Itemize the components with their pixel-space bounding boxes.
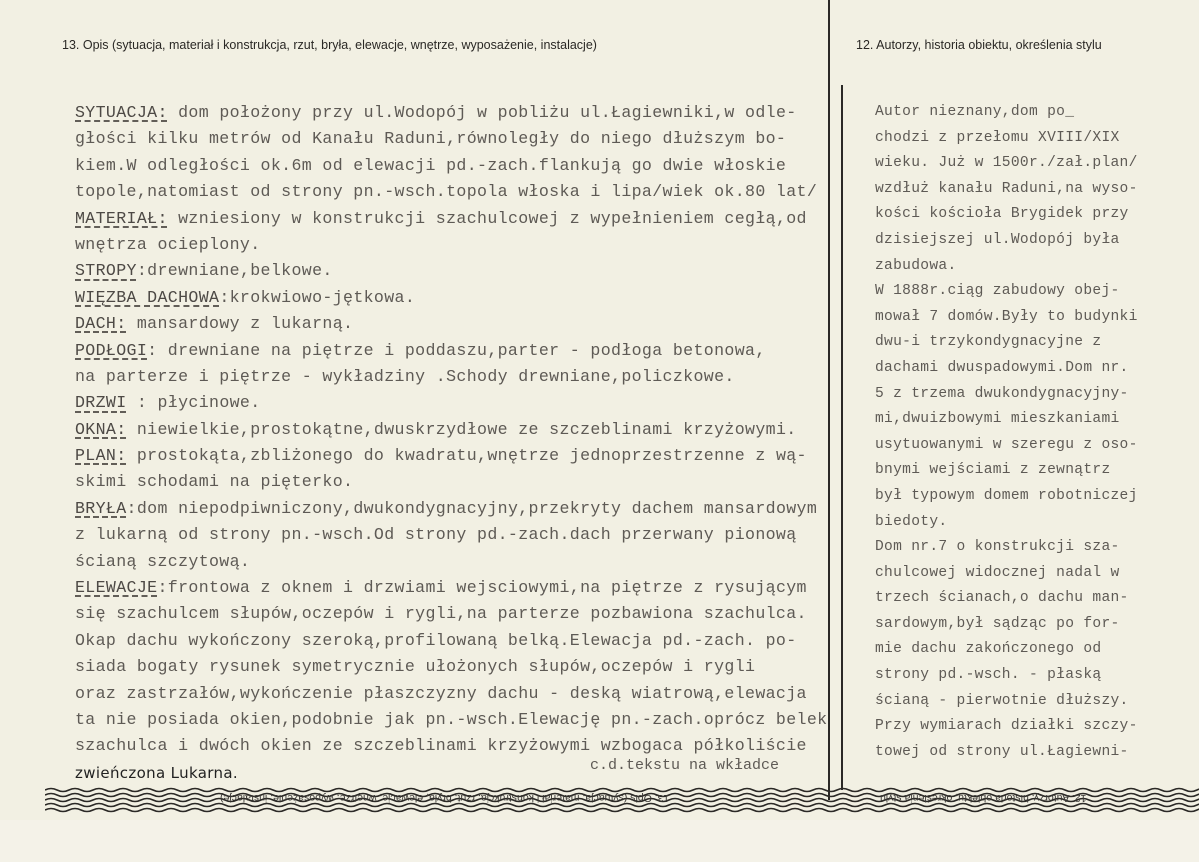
text-line: mi,dwuizbowymi mieszkaniami (875, 411, 1120, 428)
text-line (75, 707, 835, 733)
text-line: dachami dwuspadowymi.Dom nr. (875, 359, 1129, 376)
continuation-note: c.d.tekstu na wkładce (590, 757, 780, 774)
text-line (75, 549, 835, 575)
line-text: oraz zastrzałów,wykończenie płaszczyzny dachu - deską wiatrową,elewacja (75, 683, 807, 703)
text-line (75, 258, 835, 284)
line-text: prostokąta,zbliżonego do kwadratu,wnętrze jednoprzestrzenne z wą- (126, 446, 807, 466)
section-label: PLAN: (75, 446, 127, 466)
text-line (75, 417, 835, 443)
text-line (75, 126, 835, 152)
mirrored-header-left: 13. Opis (sytuacja, materiał i konstrukcja, rzut, bryła, elewacje, wnętrze, wyposażenie, instalacje) (220, 792, 670, 804)
text-line: dzisiejszej ul.Wodopój była (875, 231, 1120, 248)
text-line: 5 z trzema dwukondygnacyjny- (875, 385, 1129, 402)
section-label: MATERIAŁ: (75, 208, 168, 228)
text-line: chodzi z przełomu XVIII/XIX (875, 129, 1120, 146)
text-line (75, 100, 835, 126)
line-text: ta nie posiada okien,podobnie jak pn.-wsch.Elewację pn.-zach.oprócz belek (75, 709, 828, 729)
page-margin (0, 820, 1199, 862)
mirrored-header-right: 12. Autorzy, historia obiektu, określenia stylu (880, 792, 1087, 804)
text-line: był typowym domem robotniczej (875, 487, 1138, 504)
line-text: skimi schodami na pięterko. (75, 472, 354, 492)
text-line: strony pd.-wsch. - płaską (875, 667, 1102, 684)
text-line (75, 496, 835, 522)
text-line: dwu-i trzykondygnacyjne z (875, 334, 1102, 351)
line-text: wnętrza ocieplony. (75, 234, 261, 254)
text-line: chulcowej widocznej nadal w (875, 564, 1120, 581)
text-line: W 1888r.ciąg zabudowy obej- (875, 283, 1120, 300)
section-label: STROPY (75, 261, 137, 281)
section-label: OKNA: (75, 419, 127, 439)
text-line (75, 364, 835, 390)
line-text: topole,natomiast od strony pn.-wsch.topola włoska i lipa/wiek ok.80 lat/ (75, 182, 818, 202)
line-text: głości kilku metrów od Kanału Raduni,równoległy do niego dłuższym bo- (75, 129, 787, 149)
text-line: biedoty. (875, 513, 948, 530)
text-line (75, 206, 835, 232)
text-line: usytuowanymi w szeregu z oso- (875, 436, 1138, 453)
line-text: ścianą szczytową. (75, 551, 251, 571)
line-text: się szachulcem słupów,oczepów i rygli,na parterze pozbawiona szachulca. (75, 604, 807, 624)
text-line: Dom nr.7 o konstrukcji sza- (875, 539, 1120, 556)
text-line (75, 179, 835, 205)
line-text: :krokwiowo-jętkowa. (219, 287, 416, 307)
line-text: mansardowy z lukarną. (126, 314, 354, 334)
section-label: ELEWACJE (75, 578, 158, 598)
text-line (75, 390, 835, 416)
section-label: WIĘZBA DACHOWA (75, 287, 220, 307)
text-line: kości kościoła Brygidek przy (875, 206, 1129, 223)
section-label: BRYŁA (75, 498, 127, 518)
text-line (75, 469, 835, 495)
wave-line (45, 809, 1199, 812)
text-line (75, 338, 835, 364)
line-text: dom położony przy ul.Wodopój w pobliżu ul.Łagiewniki,w odle- (167, 103, 797, 122)
text-line: mie dachu zakończonego od (875, 641, 1102, 658)
line-text: :frontowa z oknem i drzwiami wejsciowymi,na piętrze z rysującym (157, 578, 807, 598)
history-text (875, 100, 1195, 765)
section-label: SYTUACJA: (75, 103, 168, 122)
line-text: Okap dachu wykończony szeroką,profilowaną belką.Elewacja pd.-zach. po- (75, 630, 797, 650)
text-line: mował 7 domów.Były to budynki (875, 308, 1138, 325)
line-text: z lukarną od strony pn.-wsch.Od strony pd.-zach.dach przerwany pionową (75, 525, 797, 545)
text-line (75, 522, 835, 548)
line-text: :drewniane,belkowe. (136, 261, 333, 281)
column-divider-inner (841, 85, 843, 790)
section-13-header: 13. Opis (sytuacja, materiał i konstrukcja, rzut, bryła, elewacje, wnętrze, wyposażenie, instalacje) (62, 38, 597, 52)
text-line (75, 654, 835, 680)
text-line (75, 733, 835, 759)
text-line: trzech ścianach,o dachu man- (875, 590, 1129, 607)
text-line: sardowym,był sądząc po for- (875, 615, 1120, 632)
section-label: PODŁOGI (75, 340, 148, 360)
section-12-header: 12. Autorzy, historia obiektu, określenia stylu (856, 38, 1102, 52)
text-line: wzdłuż kanału Raduni,na wyso- (875, 180, 1138, 197)
section-label: DACH: (75, 314, 127, 334)
text-line (75, 575, 835, 601)
text-line: zabudowa. (875, 257, 957, 274)
text-line: Autor nieznany,dom po_ (875, 104, 1075, 120)
line-text: kiem.W odległości ok.6m od elewacji pd.-zach.flankują go dwie włoskie (75, 155, 787, 175)
line-text: : płycinowe. (126, 393, 261, 413)
text-line: ścianą - pierwotnie dłuższy. (875, 692, 1129, 709)
text-line (75, 153, 835, 179)
text-line (75, 443, 835, 469)
text-line (75, 311, 835, 337)
text-line (75, 285, 835, 311)
section-label: DRZWI (75, 393, 127, 413)
line-text: siada bogaty rysunek symetrycznie ułożonych słupów,oczepów i rygli (75, 657, 756, 677)
text-line (75, 232, 835, 258)
text-line: Przy wymiarach działki szczy- (875, 718, 1138, 735)
handwritten-note: zwieńczona Lukarna. (75, 763, 239, 782)
line-text: niewielkie,prostokątne,dwuskrzydłowe ze szczeblinami krzyżowymi. (126, 419, 797, 439)
text-line: bnymi wejściami z zewnątrz (875, 462, 1111, 479)
line-text: : drewniane na piętrze i poddaszu,parter - podłoga betonowa, (147, 340, 766, 360)
text-line (75, 601, 835, 627)
text-line (75, 681, 835, 707)
text-line: wieku. Już w 1500r./zał.plan/ (875, 155, 1138, 172)
description-text (75, 100, 835, 786)
line-text: szachulca i dwóch okien ze szczeblinami krzyżowymi wzbogaca półkoliście (75, 736, 807, 756)
line-text: :dom niepodpiwniczony,dwukondygnacyjny,przekryty dachem mansardowym (126, 498, 818, 518)
text-line: towej od strony ul.Łagiewni- (875, 743, 1129, 760)
text-line (75, 628, 835, 654)
line-text: wzniesiony w konstrukcji szachulcowej z wypełnieniem cegłą,od (167, 208, 807, 228)
line-text: na parterze i piętrze - wykładziny .Schody drewniane,policzkowe. (75, 366, 735, 386)
